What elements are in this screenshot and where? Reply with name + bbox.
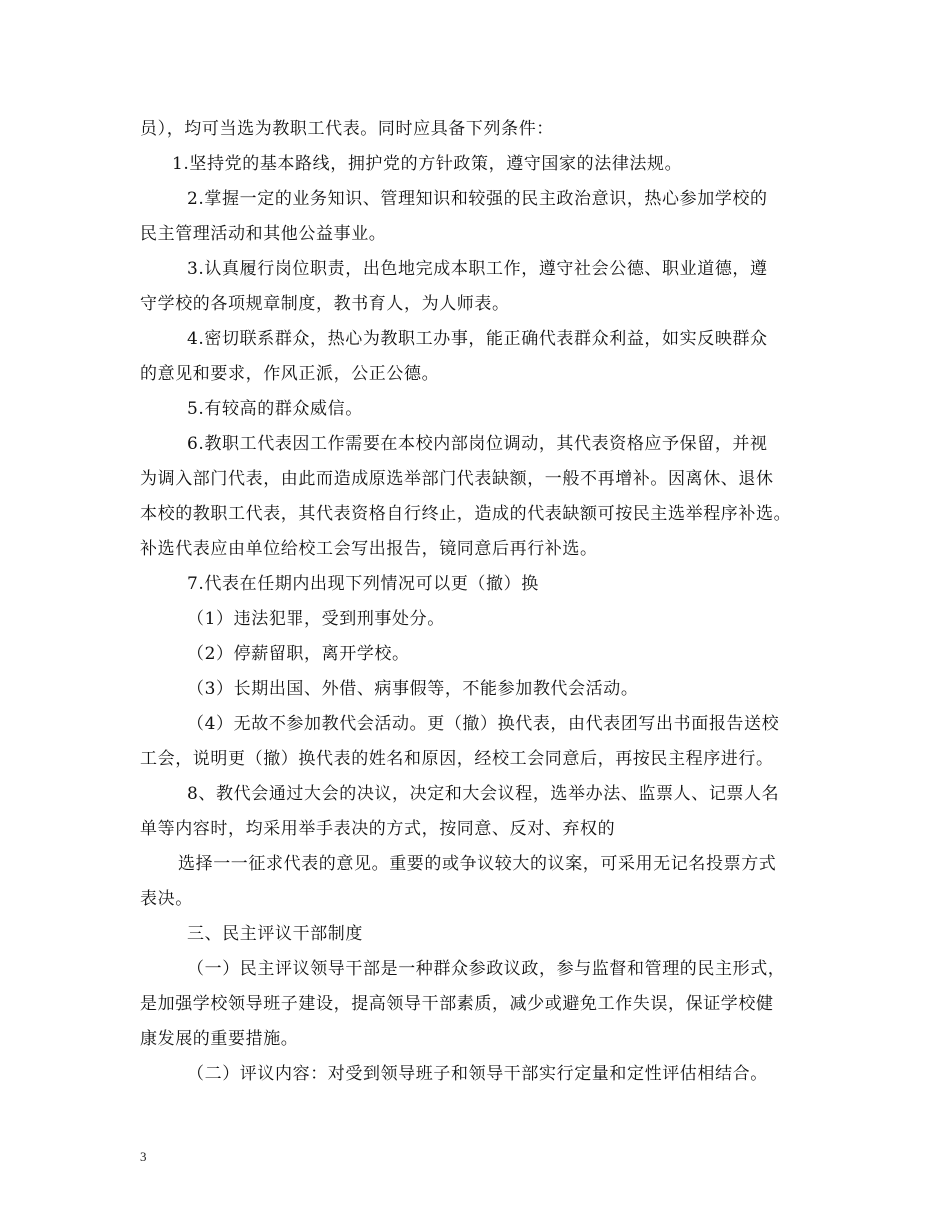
text-line: 2.掌握一定的业务知识、管理知识和较强的民主政治意识，热心参加学校的 — [187, 189, 768, 209]
text-line: 4.密切联系群众，热心为教职工办事，能正确代表群众利益，如实反映群众 — [187, 329, 768, 349]
text-line: 守学校的各项规章制度，教书育人，为人师表。 — [140, 294, 510, 314]
text-line: 5.有较高的群众威信。 — [187, 399, 363, 419]
text-line: 康发展的重要措施。 — [140, 1029, 299, 1049]
text-line: 选择一一征求代表的意见。重要的或争议较大的议案，可采用无记名投票方式 — [178, 854, 777, 874]
page-number: 3 — [140, 1149, 147, 1164]
text-line: （1）违法犯罪，受到刑事处分。 — [187, 609, 445, 629]
text-line: 表决。 — [140, 889, 193, 909]
text-line: （二）评议内容：对受到领导班子和领导干部实行定量和定性评估相结合。 — [187, 1064, 768, 1084]
section-heading: 三、民主评议干部制度 — [187, 924, 363, 944]
text-line: 为调入部门代表，由此而造成原选举部门代表缺额，一般不再增补。因离休、退休 — [140, 469, 774, 489]
text-line: （一）民主评议领导干部是一种群众参政议政，参与监督和管理的民主形式， — [187, 959, 786, 979]
text-line: 1.坚持党的基本路线，拥护党的方针政策，遵守国家的法律法规。 — [172, 154, 683, 174]
text-line: 6.教职工代表因工作需要在本校内部岗位调动，其代表资格应予保留，并视 — [187, 434, 768, 454]
text-line: 民主管理活动和其他公益事业。 — [140, 224, 387, 244]
text-line: 3.认真履行岗位职责，出色地完成本职工作，遵守社会公德、职业道德，遵 — [187, 259, 768, 279]
text-line: 员），均可当选为教职工代表。同时应具备下列条件： — [140, 119, 554, 139]
text-line: 是加强学校领导班子建设，提高领导干部素质，减少或避免工作失误，保证学校健 — [140, 994, 774, 1014]
text-line: 工会，说明更（撤）换代表的姓名和原因，经校工会同意后，再按民主程序进行。 — [140, 749, 774, 769]
text-line: （3）长期出国、外借、病事假等，不能参加教代会活动。 — [187, 679, 639, 699]
text-line: 的意见和要求，作风正派，公正公德。 — [140, 364, 440, 384]
text-line: 7.代表在任期内出现下列情况可以更（撤）换 — [187, 574, 539, 594]
text-line: 补选代表应由单位给校工会写出报告，镜同意后再行补选。 — [140, 539, 598, 559]
text-line: 本校的教职工代表，其代表资格自行终止，造成的代表缺额可按民主选举程序补选。 — [140, 504, 792, 524]
text-line: 8、教代会通过大会的决议，决定和大会议程，选举办法、监票人、记票人名 — [187, 784, 780, 804]
text-line: （2）停薪留职，离开学校。 — [187, 644, 410, 664]
text-line: （4）无故不参加教代会活动。更（撤）换代表，由代表团写出书面报告送校 — [187, 714, 780, 734]
text-line: 单等内容时，均采用举手表决的方式，按同意、反对、弃权的 — [140, 819, 616, 839]
